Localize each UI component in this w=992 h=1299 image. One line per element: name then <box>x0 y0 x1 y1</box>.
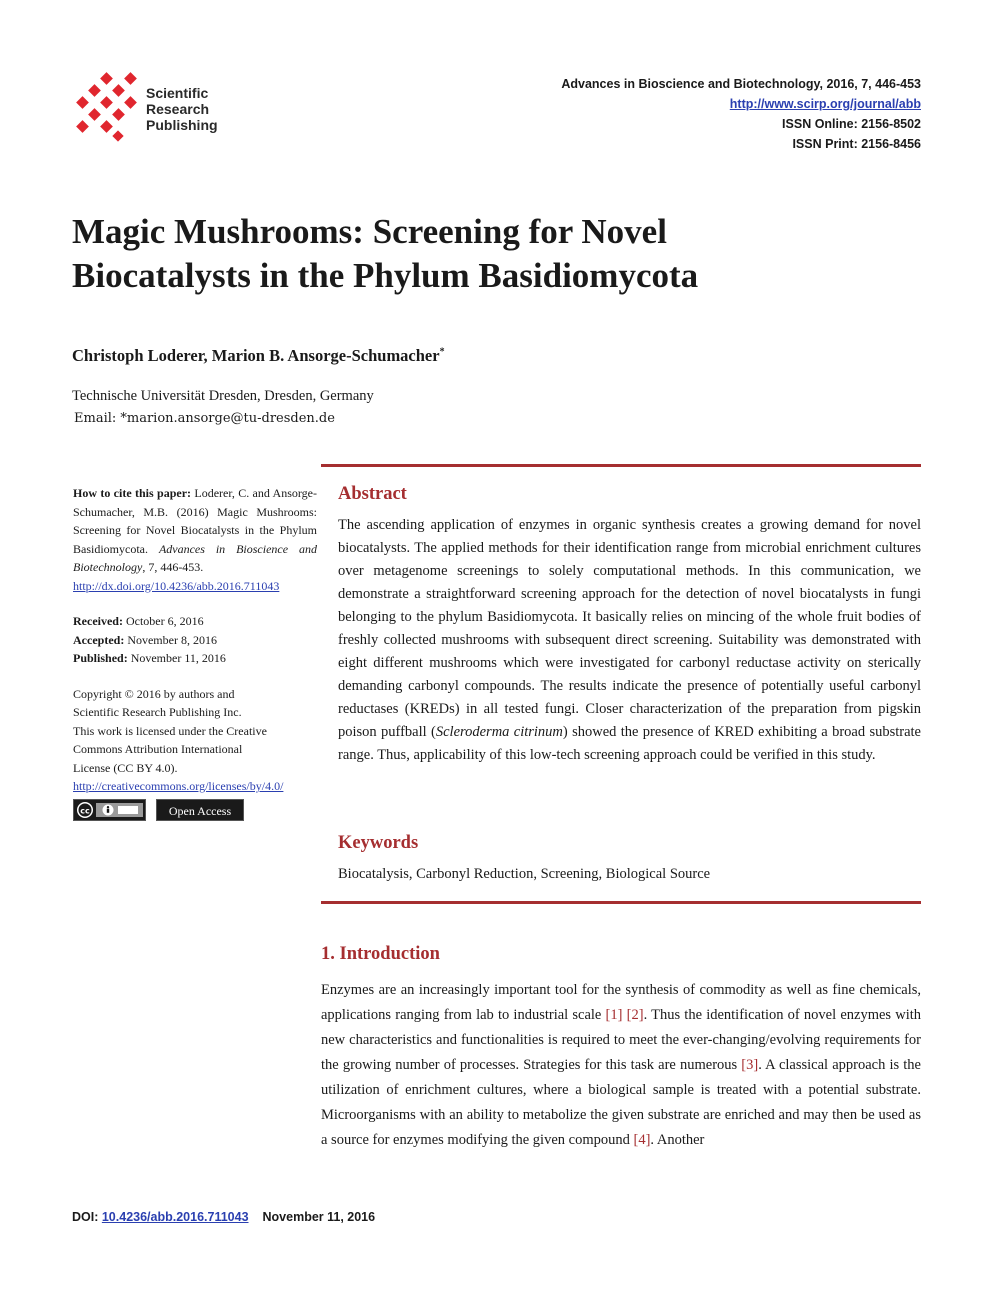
introduction-text <box>321 978 921 1153</box>
doi-link[interactable]: 10.4236/abb.2016.711043 <box>101 1210 249 1224</box>
sidebar <box>73 484 317 825</box>
intro-text-1: Enzymes are an increasingly important tool for the synthesis of commodity as well as fine chemicals, applications ranging from lab to industrial scale <box>321 982 921 1023</box>
email: Email: *marion.ansorge@tu-dresden.de <box>74 411 335 426</box>
cc-badge-label: cc <box>80 806 90 815</box>
published-row <box>73 649 317 668</box>
cc-by-icon <box>74 800 145 820</box>
abstract-heading: Abstract <box>338 484 407 504</box>
publisher-logo <box>72 72 242 144</box>
publisher-line-1: Scientific <box>146 85 209 101</box>
title-line-2: Biocatalysts in the Phylum Basidiomycota <box>72 256 699 295</box>
license-link[interactable]: http://creativecommons.org/licenses/by/4.0/ <box>73 779 284 793</box>
copyright-line-1: Copyright © 2016 by authors and <box>73 686 235 701</box>
introduction-heading: 1. Introduction <box>321 944 440 964</box>
issn-print: ISSN Print: 2156-8456 <box>792 137 921 151</box>
authors <box>72 346 445 366</box>
accepted-row <box>73 631 317 650</box>
title-line-1: Magic Mushrooms: Screening for Novel <box>72 212 667 251</box>
keywords-heading: Keywords <box>338 833 419 853</box>
keywords-bottom-rule <box>321 901 921 904</box>
page-footer <box>72 1210 375 1224</box>
ref-link-3[interactable]: [3] <box>741 1057 759 1073</box>
publisher-name <box>146 85 218 133</box>
cc-license-badge[interactable] <box>73 799 146 821</box>
accepted-label: Accepted: <box>73 632 125 647</box>
doi-label: DOI: <box>72 1210 102 1224</box>
publisher-line-2: Research <box>146 101 210 117</box>
intro-text-2: . Thus the identification of novel enzymes with new characteristics and functionalities is required to meet the ever-changing/evolving requirements for the growing number of processes. Strategies for this task are numerous <box>321 1007 922 1073</box>
cite-label: How to cite this paper: <box>73 486 192 500</box>
received-date: October 6, 2016 <box>125 614 204 628</box>
copyright-line-4: Commons Attribution International <box>73 742 243 756</box>
corresponding-mark: * <box>439 346 445 358</box>
ref-link-1[interactable]: [1] <box>605 1007 623 1023</box>
issn-online: ISSN Online: 2156-8502 <box>782 117 921 131</box>
journal-url-link[interactable]: http://www.scirp.org/journal/abb <box>729 97 921 111</box>
received-label: Received: <box>73 614 123 628</box>
ref-link-4[interactable]: [4] <box>633 1132 651 1148</box>
citation-block <box>73 484 317 577</box>
copyright-line-3: This work is licensed under the Creative <box>73 723 267 738</box>
publisher-line-3: Publishing <box>146 117 218 133</box>
affiliation: Technische Universität Dresden, Dresden, Germany <box>72 388 374 404</box>
published-date: November 11, 2016 <box>130 651 226 665</box>
cite-tail: , 7, 446-453. <box>142 560 204 574</box>
cite-text: Loderer, C. and Ansorge-Schumacher, M.B. (2016) Magic Mushrooms: Screening for Novel Biocatalysts in the Phylum Basidiomycota. <box>73 486 317 556</box>
keywords-text: Biocatalysis, Carbonyl Reduction, Screening, Biological Source <box>338 866 711 882</box>
journal-citation: Advances in Bioscience and Biotechnology, 2016, 7, 446-453 <box>561 77 921 91</box>
journal-info <box>561 74 921 154</box>
abstract-text-part-2: ) showed the presence of KRED exhibiting a broad substrate range. Thus, applicability of this low-tech screening approach could be verified in this study. <box>338 724 921 763</box>
received-row <box>73 612 317 631</box>
ref-link-2[interactable]: [2] <box>626 1007 644 1023</box>
accepted-date: November 8, 2016 <box>127 632 217 647</box>
cite-doi-link[interactable]: http://dx.doi.org/10.4236/abb.2016.711043 <box>73 578 280 593</box>
intro-text-3: . A classical approach is the utilization of enrichment cultures, where a biological sample is treated with a potential substrate. Microorganisms with an ability to metabolize the given substrate are enriched and may then be used as a source for enzymes modifying the given compound <box>321 1057 921 1148</box>
abstract-text <box>338 514 921 767</box>
published-label: Published: <box>73 651 128 665</box>
open-access-badge[interactable]: Open Access <box>156 799 244 821</box>
author-names: Christoph Loderer, Marion B. Ansorge-Schumacher <box>72 346 440 365</box>
abstract-text-part-1: The ascending application of enzymes in organic synthesis creates a growing demand for novel biocatalysts. The applied methods for their identification range from microbial enrichment cultures over metagenome screenings to solely computational methods. In this communication, we demonstrate a straightforward screening approach for the detection of novel biocatalysts in fungi belonging to the phylum Basidiomycota. It basically relies on mincing of the whole fruit bodies of freshly collected mushrooms with subsequent direct screening. Suitability was demonstrated with eight different mushrooms which were investigated for carbonyl reductase activity on sterically demanding carbonyl compounds. The results indicate the presence of potentially useful carbonyl reductases (KREDs) in all tested fungi. Closer characterization of the preparation from pigskin poison puffball ( <box>338 517 921 740</box>
copyright-line-2: Scientific Research Publishing Inc. <box>73 705 242 719</box>
paper-title <box>72 210 932 298</box>
footer-date: November 11, 2016 <box>262 1210 376 1224</box>
intro-text-4: . Another <box>650 1132 705 1148</box>
cite-journal: Advances in Bioscience and Biotechnology <box>73 541 317 574</box>
abstract-species: Scleroderma citrinum <box>435 724 563 740</box>
publisher-logo-icon <box>72 72 142 144</box>
abstract-top-rule <box>321 464 921 467</box>
copyright-line-5: License (CC BY 4.0). <box>73 760 178 775</box>
